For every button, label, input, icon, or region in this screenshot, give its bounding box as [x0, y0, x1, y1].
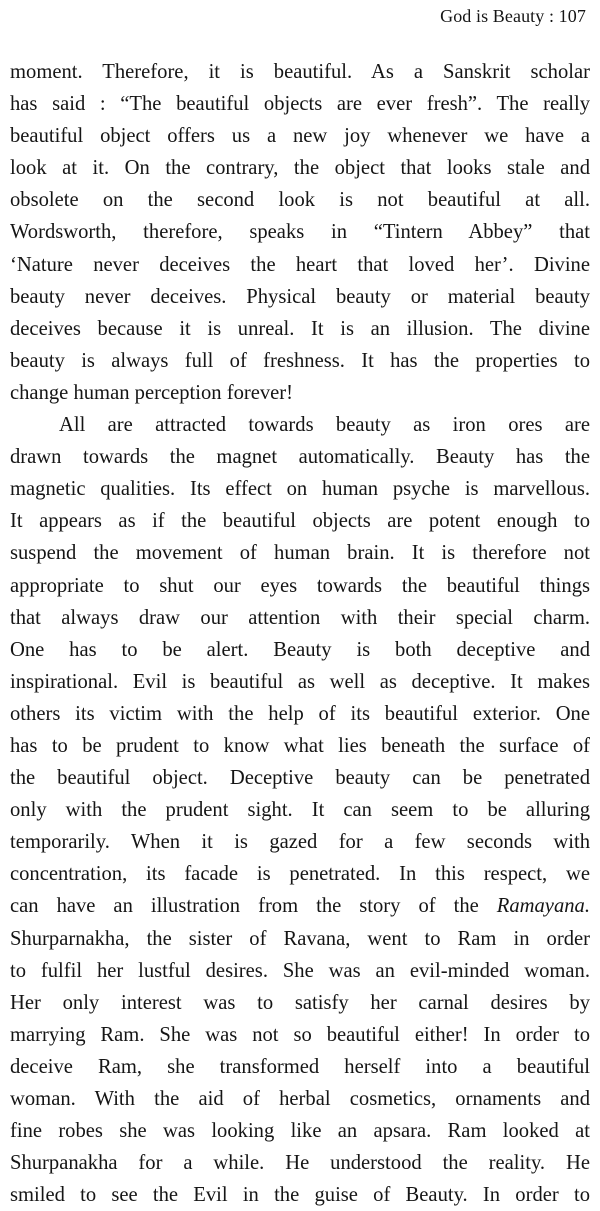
text-line: Shurparnakha, the sister of Ravana, went to Ram in order — [10, 927, 590, 950]
text-line: beauty is always full of freshness. It has the properties to — [10, 349, 590, 372]
text-line: ‘Nature never deceives the heart that loved her’. Divine — [10, 253, 590, 276]
text-line: has to be prudent to know what lies beneath the surface of — [10, 734, 590, 757]
text-line: has said : “The beautiful objects are ever fresh”. The really — [10, 93, 590, 116]
text-line: deceives because it is unreal. It is an illusion. The divine — [10, 317, 590, 340]
text-line: One has to be alert. Beauty is both deceptive and — [10, 638, 590, 661]
text-line: It appears as if the beautiful objects are potent enough to — [10, 510, 590, 533]
text-line: deceive Ram, she transformed herself into a beautiful — [10, 1055, 590, 1078]
text-line: beautiful object offers us a new joy whenever we have a — [10, 125, 590, 148]
text-line: appropriate to shut our eyes towards the beautiful things — [10, 574, 590, 597]
text-line: moment. Therefore, it is beautiful. As a Sanskrit scholar — [10, 61, 590, 83]
text-line: drawn towards the magnet automatically. Beauty has the — [10, 446, 590, 469]
text-line: marrying Ram. She was not so beautiful either! In order to — [10, 1023, 590, 1046]
text-line: temporarily. When it is gazed for a few seconds with — [10, 831, 590, 854]
text-line-with-italic-title — [10, 890, 590, 922]
paragraph-last-line: change human perception forever! — [10, 381, 294, 404]
text-line: magnetic qualities. Its effect on human psyche is marvellous. — [10, 478, 590, 501]
text-line: beauty never deceives. Physical beauty or material beauty — [10, 285, 590, 308]
text-line: concentration, its facade is penetrated. In this respect, we — [10, 863, 590, 886]
text-line: Shurpanakha for a while. He understood the reality. He — [10, 1152, 590, 1175]
text-line: look at it. On the contrary, the object that looks stale and — [10, 157, 590, 180]
text-line: Wordsworth, therefore, speaks in “Tintern Abbey” that — [10, 221, 590, 244]
text-line: smiled to see the Evil in the guise of Beauty. In order to — [10, 1184, 590, 1207]
text-line: others its victim with the help of its beautiful exterior. One — [10, 702, 590, 725]
text-line: to fulfil her lustful desires. She was an evil-minded woman. — [10, 959, 590, 982]
text-line: inspirational. Evil is beautiful as well as deceptive. It makes — [10, 670, 590, 693]
text-line: the beautiful object. Deceptive beauty can be penetrated — [10, 767, 590, 790]
text-line: woman. With the aid of herbal cosmetics, ornaments and — [10, 1088, 590, 1110]
running-header: God is Beauty : 107 — [440, 6, 586, 26]
text-line: Her only interest was to satisfy her carnal desires by — [10, 991, 590, 1014]
body-text — [10, 56, 590, 1211]
text-line: fine robes she was looking like an apsara. Ram looked at — [10, 1120, 590, 1143]
text-line: only with the prudent sight. It can seem to be alluring — [10, 799, 590, 822]
italic-book-title: Ramayana. — [496, 895, 590, 918]
text-line: suspend the movement of human brain. It is therefore not — [10, 542, 590, 565]
text-line-fragment: can have an illustration from the story of the — [10, 895, 479, 918]
text-line: that always draw our attention with their special charm. — [10, 606, 590, 629]
paragraph-first-line: All are attracted towards beauty as iron ores are — [59, 414, 590, 437]
text-line: obsolete on the second look is not beautiful at all. — [10, 189, 590, 212]
